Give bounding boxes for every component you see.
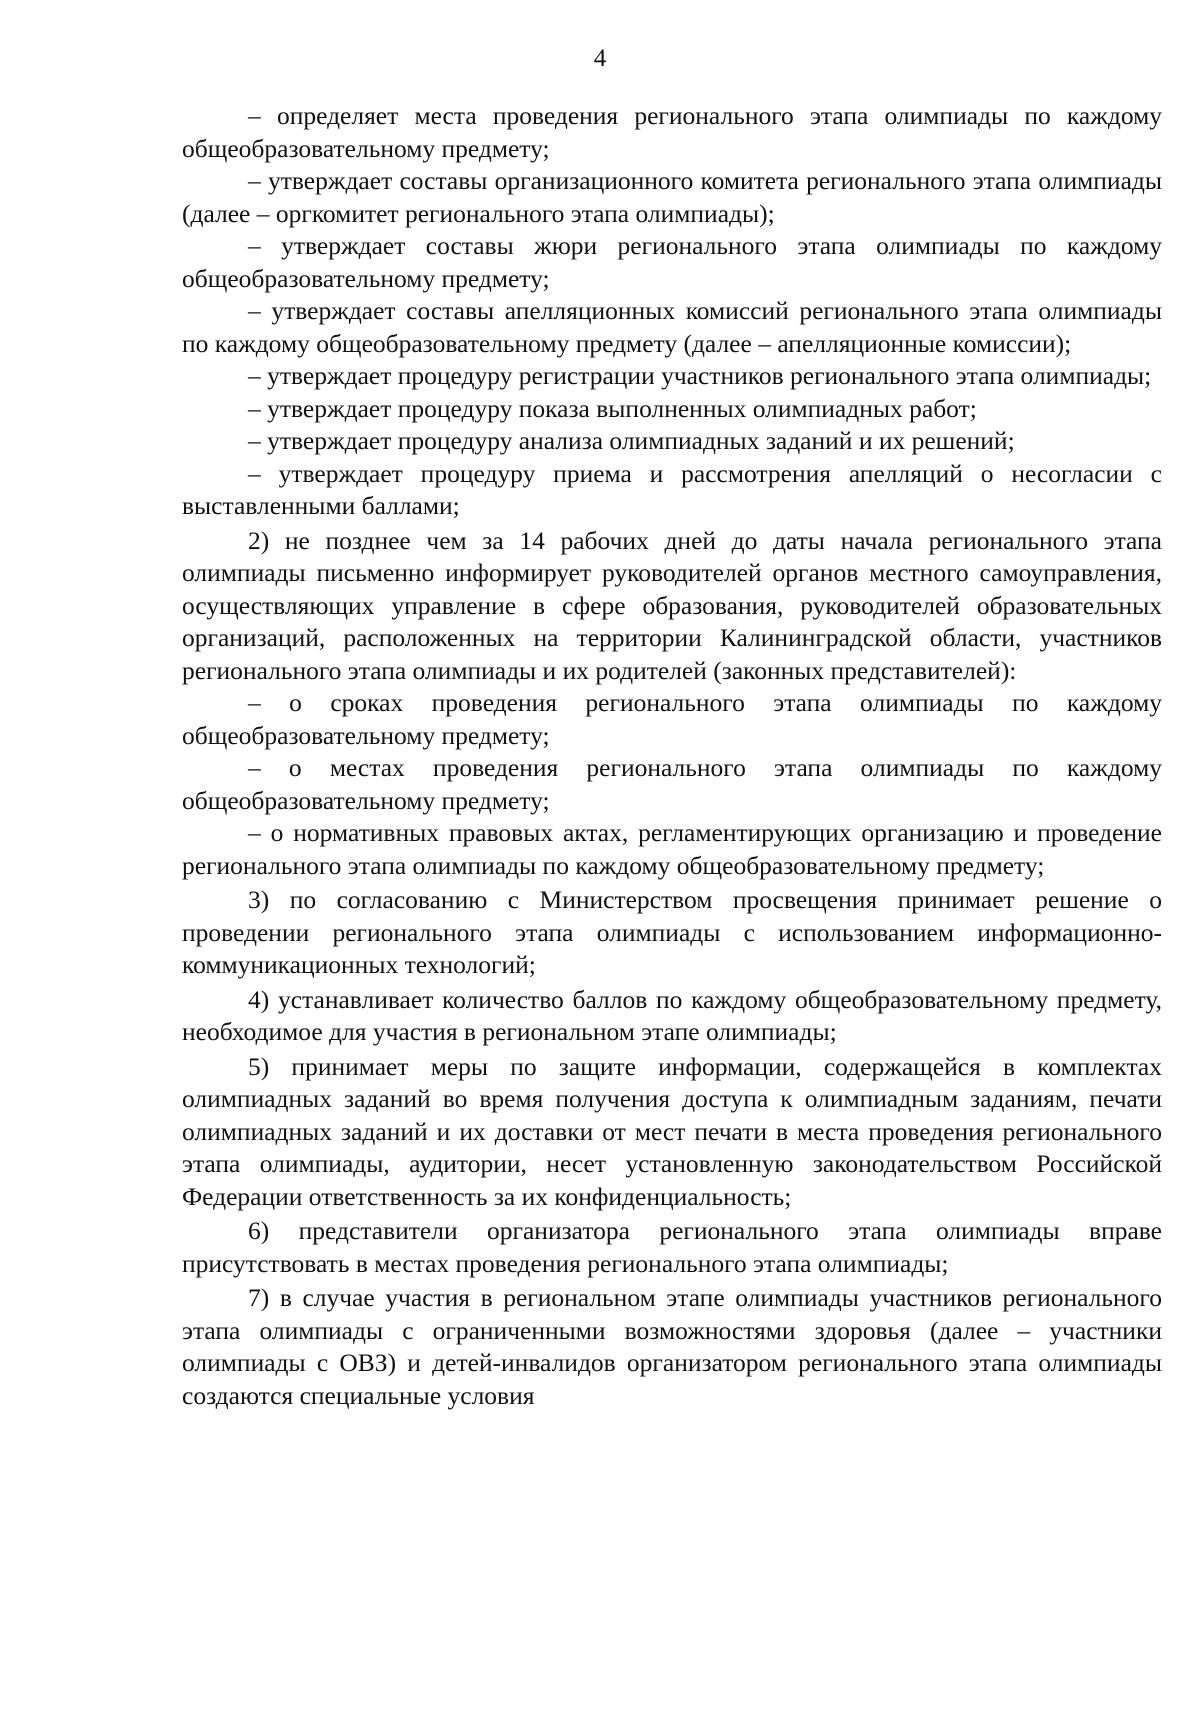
page-number: 4 [593, 45, 607, 72]
paragraph-12: – о нормативных правовых актах, регламентирующих организацию и проведение регионального этапа олимпиады по каждому общеобразовательному предмету; [182, 818, 1162, 880]
paragraph-item-6: 6) представители организатора регионального этапа олимпиады вправе присутствовать в местах проведения регионального этапа олимпиады; [182, 1216, 1162, 1278]
paragraph-10: – о сроках проведения регионального этапа олимпиады по каждому общеобразовательному предмету; [182, 688, 1162, 750]
paragraph-3: – утверждает составы жюри регионального этапа олимпиады по каждому общеобразовательному предмету; [182, 231, 1162, 293]
paragraph-1: – определяет места проведения регионального этапа олимпиады по каждому общеобразовательному предмету; [182, 101, 1162, 163]
paragraph-item-7: 7) в случае участия в региональном этапе олимпиады участников регионального этапа олимпиады с ограниченными возможностями здоровья (далее – участники олимпиады с ОВЗ) и детей-инвалидов организатором регионального этапа олимпиады создаются специальные условия [182, 1283, 1162, 1410]
paragraph-8: – утверждает процедуру приема и рассмотрения апелляций о несогласии с выставленными баллами; [182, 458, 1162, 520]
paragraph-2: – утверждает составы организационного комитета регионального этапа олимпиады (далее – оргкомитет регионального этапа олимпиады); [182, 166, 1162, 228]
paragraph-item-5: 5) принимает меры по защите информации, содержащейся в комплектах олимпиадных заданий во время получения доступа к олимпиадным заданиям, печати олимпиадных заданий и их доставки от мест печати в места проведения регионального этапа олимпиады, аудитории, несет установленную законодательством Российской Федерации ответственность за их конфиденциальность; [182, 1051, 1162, 1211]
paragraph-item-2: 2) не позднее чем за 14 рабочих дней до даты начала регионального этапа олимпиады письменно информирует руководителей органов местного самоуправления, осуществляющих управление в сфере образования, руководителей образовательных организаций, расположенных на территории Калининградской области, участников регионального этапа олимпиады и их родителей (законных представителей): [182, 525, 1162, 685]
paragraph-item-4: 4) устанавливает количество баллов по каждому общеобразовательному предмету, необходимое для участия в региональном этапе олимпиады; [182, 984, 1162, 1046]
paragraph-5: – утверждает процедуру регистрации участников регионального этапа олимпиады; [248, 361, 1152, 390]
paragraph-7: – утверждает процедуру анализа олимпиадных заданий и их решений; [248, 426, 1015, 455]
paragraph-6: – утверждает процедуру показа выполненных олимпиадных работ; [248, 393, 977, 423]
paragraph-4: – утверждает составы апелляционных комиссий регионального этапа олимпиады по каждому общеобразовательному предмету (далее – апелляционные комиссии); [182, 296, 1162, 358]
document-body [182, 100, 1162, 1412]
paragraph-item-3: 3) по согласованию с Министерством просвещения принимает решение о проведении регионального этапа олимпиады с использованием информационно-коммуникационных технологий; [182, 885, 1162, 979]
paragraph-11: – о местах проведения регионального этапа олимпиады по каждому общеобразовательному предмету; [182, 753, 1162, 815]
